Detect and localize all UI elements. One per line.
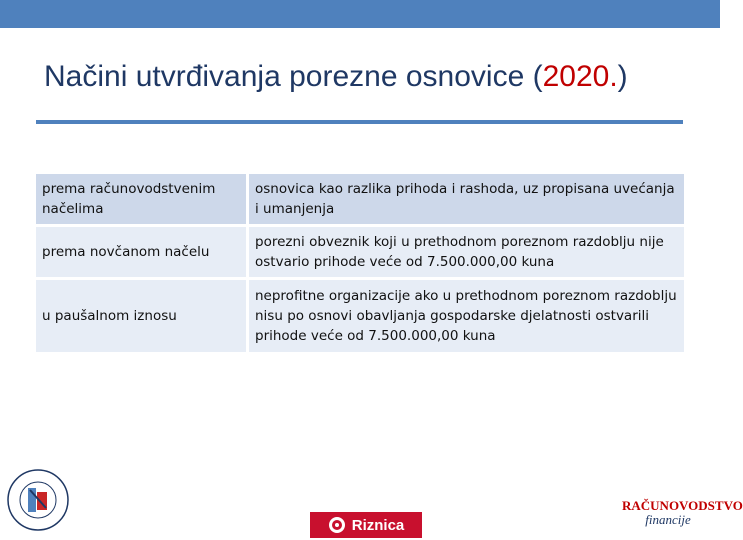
- riznica-wordmark: Riznica: [351, 516, 405, 534]
- description-cell: porezni obveznik koji u prethodnom poreznom razdoblju nije ostvario prihode veće od 7.500.000,00 kuna: [249, 227, 684, 280]
- slide-title: Načini utvrđivanja porezne osnovice (2020.): [44, 60, 628, 93]
- riznica-emblem-icon: [328, 516, 346, 534]
- description-cell: osnovica kao razlika prihoda i rashoda, uz propisana uvećanja i umanjenja: [249, 174, 684, 227]
- method-cell: prema novčanom načelu: [36, 227, 249, 280]
- title-underline: [36, 120, 683, 124]
- logo-right-line2: financije: [645, 512, 691, 527]
- method-cell: u paušalnom iznosu: [36, 280, 249, 352]
- table-row: [36, 227, 684, 280]
- table-row: [36, 174, 684, 227]
- description-cell: neprofitne organizacije ako u prethodnom poreznom razdoblju nisu po osnovi obavljanja gospodarske djelatnosti ostvarili prihode veće od 7.500.000,00 kuna: [249, 280, 684, 352]
- methods-table: [36, 174, 684, 352]
- riznica-logo: [310, 512, 422, 538]
- top-accent-band: [0, 0, 720, 28]
- association-seal-logo: [6, 468, 70, 532]
- title-year: 2020.: [542, 60, 618, 93]
- method-cell: prema računovodstvenim načelima: [36, 174, 249, 227]
- table-row: [36, 280, 684, 352]
- racunovodstvo-financije-logo: [622, 498, 743, 538]
- logo-right-line1: RAČUNOVODSTVO: [622, 498, 743, 513]
